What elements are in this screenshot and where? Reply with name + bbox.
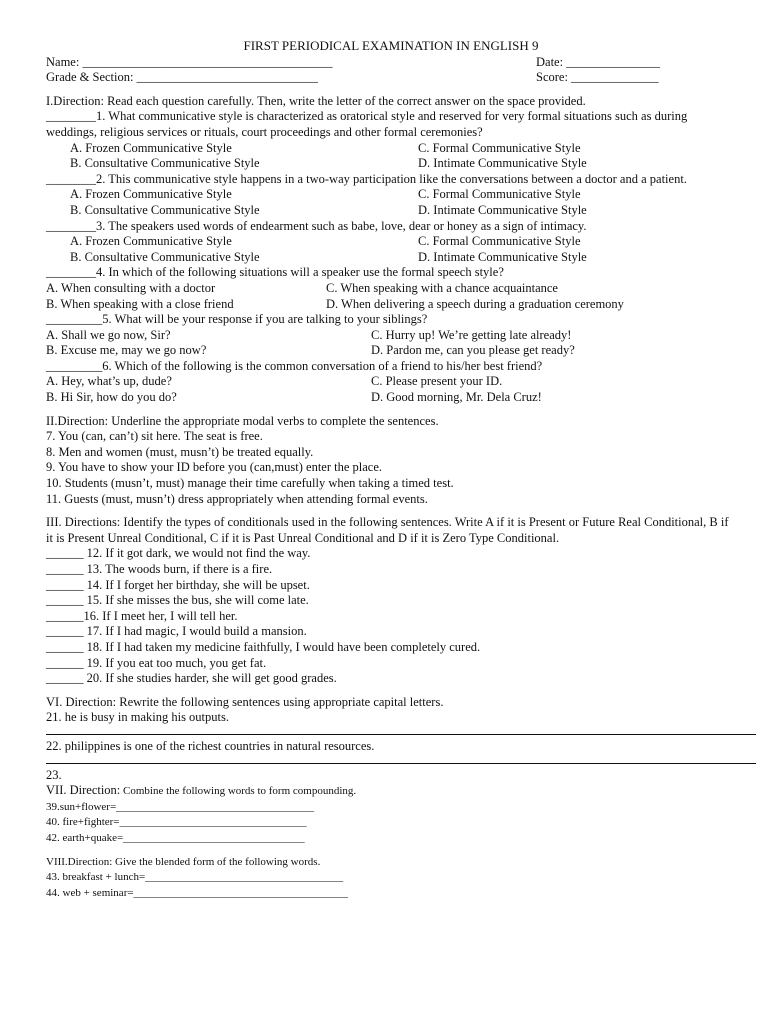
q2-option-c: C. Formal Communicative Style [418,187,581,202]
q4-option-d: D. When delivering a speech during a graduation ceremony [326,296,624,311]
q2-option-a: A. Frozen Communicative Style [70,187,232,202]
q6-options-row1 [46,374,736,390]
conditional-item: ______16. If I meet her, I will tell her. [46,608,238,623]
part3-direction: III. Directions: Identify the types of conditionals used in the following sentences. Write A if it is Present or Future Real Conditional, B if it is Present Unreal Conditional, C if it is Past Unreal Conditional and D if it is Zero Type Conditional. [46,515,729,545]
name-field: Name: ________________________________________ [46,54,333,69]
part7-direction [46,783,736,800]
q2-option-d: D. Intimate Communicative Style [418,202,587,217]
question-21: 21. he is busy in making his outputs. [46,710,229,725]
q3-option-d: D. Intimate Communicative Style [418,249,587,264]
exam-page [46,38,736,901]
q6-option-a: A. Hey, what’s up, dude? [46,374,172,389]
q5-option-d: D. Pardon me, can you please get ready? [371,343,575,358]
q6-option-c: C. Please present your ID. [371,374,503,389]
conditional-item: ______ 12. If it got dark, we would not find the way. [46,546,311,561]
q4-options-row2 [46,297,736,313]
conditional-item: ______ 18. If I had taken my medicine faithfully, I would have been completely cured. [46,639,481,654]
q6-option-d: D. Good morning, Mr. Dela Cruz! [371,390,542,405]
q1-options-row2 [46,156,736,172]
conditional-item: ______ 14. If I forget her birthday, she will be upset. [46,577,310,592]
exam-title: FIRST PERIODICAL EXAMINATION IN ENGLISH 9 [243,38,539,53]
blend-item: 44. web + seminar=_______________________________________ [46,886,349,899]
header-row-1 [46,55,736,71]
q5-options-row2 [46,343,736,359]
q4-option-b: B. When speaking with a close friend [46,296,234,311]
blend-item: 43. breakfast + lunch=____________________________________ [46,871,344,884]
q3-options-row1 [46,234,736,250]
part7-direction-label: VII. Direction: [46,783,121,798]
q2-options-row1 [46,187,736,203]
part8-direction: VIII.Direction: Give the blended form of the following words. [46,855,321,868]
question-3: ________3. The speakers used words of endearment such as babe, love, dear or honey as a sign of intimacy. [46,218,587,233]
answer-line-21 [46,726,756,735]
conditional-item: ______ 15. If she misses the bus, she will come late. [46,593,309,608]
answer-line-22 [46,755,756,764]
date-field: Date: _______________ [536,54,660,69]
q5-option-a: A. Shall we go now, Sir? [46,327,171,342]
part2-direction: II.Direction: Underline the appropriate modal verbs to complete the sentences. [46,413,439,428]
q5-option-c: C. Hurry up! We’re getting late already! [371,327,572,342]
compound-item: 40. fire+fighter=__________________________________ [46,816,307,829]
question-22: 22. philippines is one of the richest countries in natural resources. [46,738,375,753]
q1-option-c: C. Formal Communicative Style [418,140,581,155]
q3-option-c: C. Formal Communicative Style [418,234,581,249]
modal-item: 9. You have to show your ID before you (can,must) enter the place. [46,460,383,475]
conditional-item: ______ 20. If she studies harder, she will get good grades. [46,671,337,686]
q1-option-b: B. Consultative Communicative Style [70,156,260,171]
q1-option-a: A. Frozen Communicative Style [70,140,232,155]
modal-item: 11. Guests (must, musn’t) dress appropriately when attending formal events. [46,491,428,506]
part7-direction-text: Combine the following words to form compounding. [120,785,357,798]
q6-option-b: B. Hi Sir, how do you do? [46,390,177,405]
modal-item: 10. Students (musn’t, must) manage their time carefully when taking a timed test. [46,476,454,491]
question-1: ________1. What communicative style is characterized as oratorical style and reserved for very formal situations such as during weddings, religious services or rituals, court proceedings and other formal ceremonies? [46,109,688,139]
q4-options-row1 [46,281,736,297]
question-2: ________2. This communicative style happens in a two-way participation like the conversations between a doctor and a patient. [46,171,687,186]
q3-option-a: A. Frozen Communicative Style [70,234,232,249]
conditional-item: ______ 13. The woods burn, if there is a fire. [46,562,273,576]
modal-item: 7. You (can, can’t) sit here. The seat is free. [46,429,263,444]
q5-option-b: B. Excuse me, may we go now? [46,343,207,358]
modal-item: 8. Men and women (must, musn’t) be treated equally. [46,444,314,459]
question-5: _________5. What will be your response if you are talking to your siblings? [46,312,428,327]
part6-direction: VI. Direction: Rewrite the following sentences using appropriate capital letters. [46,694,444,709]
question-4: ________4. In which of the following situations will a speaker use the formal speech style? [46,265,504,280]
q4-option-c: C. When speaking with a chance acquaintance [326,280,558,295]
q4-option-a: A. When consulting with a doctor [46,280,216,295]
q6-options-row2 [46,390,736,406]
score-field: Score: ______________ [536,70,659,85]
grade-section-field: Grade & Section: _____________________________ [46,70,318,85]
q5-options-row1 [46,328,736,344]
q2-options-row2 [46,203,736,219]
part1-direction: I.Direction: Read each question carefully. Then, write the letter of the correct answer on the space provided. [46,93,586,108]
compound-item: 39.sun+flower=____________________________________ [46,800,315,813]
question-6: _________6. Which of the following is the common conversation of a friend to his/her best friend? [46,358,543,373]
q2-option-b: B. Consultative Communicative Style [70,202,260,217]
q3-option-b: B. Consultative Communicative Style [70,249,260,264]
q1-options-row1 [46,141,736,157]
conditional-item: ______ 19. If you eat too much, you get fat. [46,655,267,670]
compound-item: 42. earth+quake=_________________________________ [46,831,305,844]
q3-options-row2 [46,250,736,266]
question-23: 23. [46,767,62,782]
conditional-item: ______ 17. If I had magic, I would build a mansion. [46,624,307,639]
q1-option-d: D. Intimate Communicative Style [418,156,587,171]
header-row-2 [46,70,736,86]
